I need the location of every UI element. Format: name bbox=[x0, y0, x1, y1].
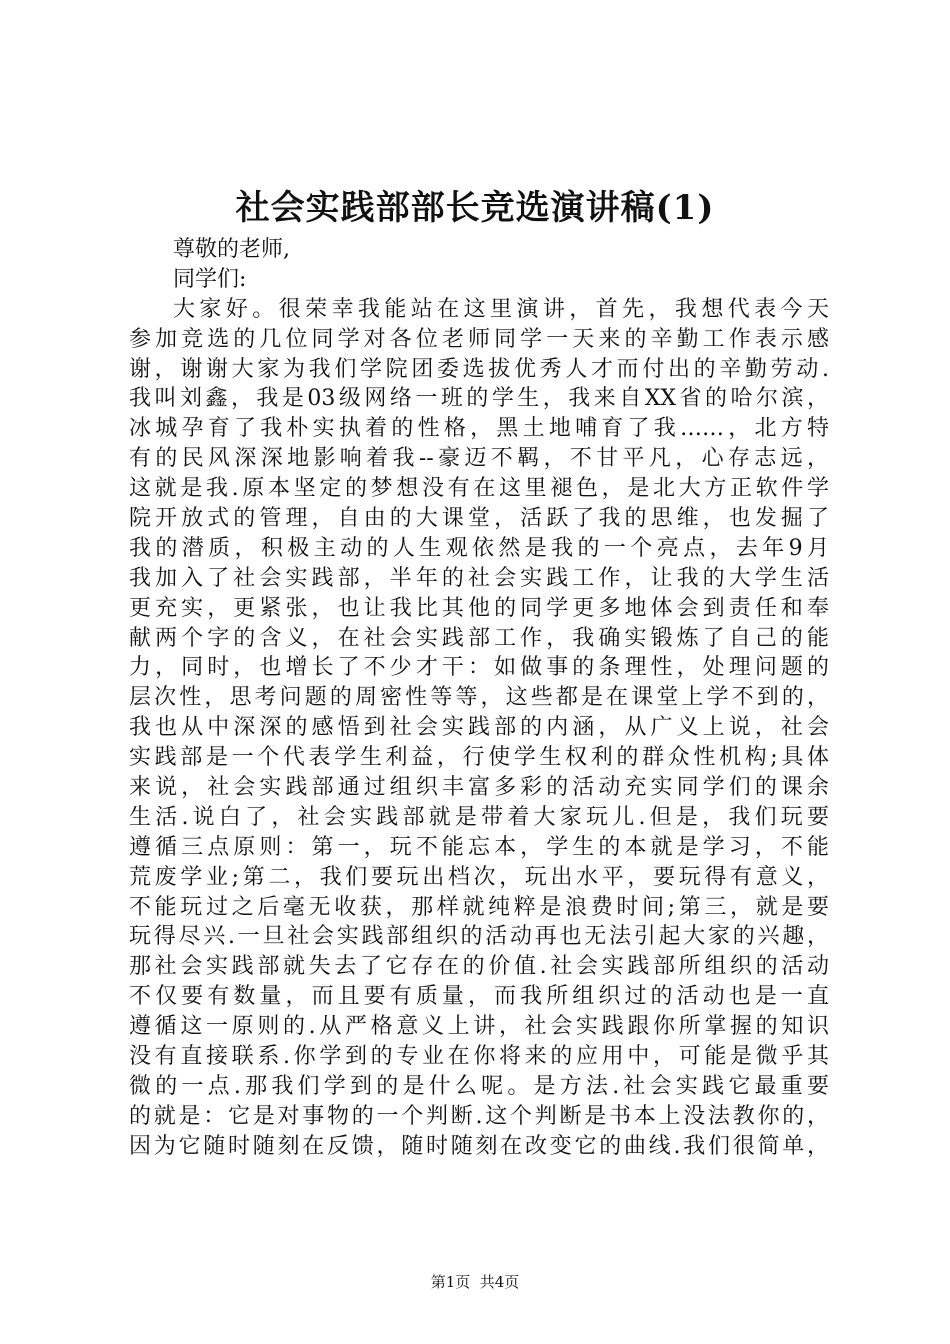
salutation-line: 同学们: bbox=[173, 266, 247, 292]
paragraph-line: 玩得尽兴.一旦社会实践部组织的活动再也无法引起大家的兴趣， bbox=[129, 924, 829, 950]
paragraph-line: 那社会实践部就失去了它存在的价值.社会实践部所组织的活动 bbox=[129, 954, 829, 980]
paragraph-line: 实践部是一个代表学生利益，行使学生权利的群众性机构;具体 bbox=[129, 745, 829, 771]
paragraph-line: 院开放式的管理，自由的大课堂，活跃了我的思维，也发掘了 bbox=[129, 506, 829, 532]
paragraph-line: 的就是：它是对事物的一个判断.这个判断是书本上没法教你的， bbox=[129, 1103, 829, 1129]
paragraph-line: 荒废学业;第二，我们要玩出档次，玩出水平，要玩得有意义， bbox=[129, 864, 829, 890]
paragraph-line: 没有直接联系.你学到的专业在你将来的应用中，可能是微乎其 bbox=[129, 1044, 829, 1070]
paragraph-line: 我叫刘鑫，我是03级网络一班的学生，我来自XX省的哈尔滨， bbox=[129, 386, 829, 412]
paragraph-line: 参加竞选的几位同学对各位老师同学一天来的辛勤工作表示感 bbox=[129, 326, 829, 352]
paragraph-line: 有的民风深深地影响着我--豪迈不羁，不甘平凡，心存志远， bbox=[129, 446, 829, 472]
paragraph-line: 谢，谢谢大家为我们学院团委选拔优秀人才而付出的辛勤劳动. bbox=[129, 356, 829, 382]
salutation-line: 尊敬的老师, bbox=[173, 237, 290, 262]
paragraph-line: 这就是我.原本坚定的梦想没有在这里褪色，是北大方正软件学 bbox=[129, 476, 829, 502]
paragraph-line: 因为它随时随刻在反馈，随时随刻在改变它的曲线.我们很简单， bbox=[129, 1133, 829, 1159]
document-body bbox=[129, 235, 829, 1162]
paragraph-line: 我也从中深深的感悟到社会实践部的内涵，从广义上说，社会 bbox=[129, 715, 829, 741]
page-number-footer: 第1页 共4页 bbox=[430, 1273, 520, 1291]
paragraph-line: 遵循三点原则：第一，玩不能忘本，学生的本就是学习，不能 bbox=[129, 834, 829, 860]
paragraph-line: 生活.说白了，社会实践部就是带着大家玩儿.但是，我们玩要 bbox=[129, 804, 829, 830]
paragraph-line: 我的潜质，积极主动的人生观依然是我的一个亮点，去年9月 bbox=[129, 535, 829, 561]
paragraph-line: 不仅要有数量，而且要有质量，而我所组织过的活动也是一直 bbox=[129, 984, 829, 1010]
paragraph-line: 冰城孕育了我朴实执着的性格，黑土地哺育了我……，北方特 bbox=[129, 416, 829, 442]
paragraph-line: 遵循这一原则的.从严格意义上讲，社会实践跟你所掌握的知识 bbox=[129, 1014, 829, 1040]
paragraph-line: 我加入了社会实践部，半年的社会实践工作，让我的大学生活 bbox=[129, 565, 829, 591]
paragraph-line: 来说，社会实践部通过组织丰富多彩的活动充实同学们的课余 bbox=[129, 775, 829, 801]
paragraph-line: 大家好。很荣幸我能站在这里演讲，首先，我想代表今天 bbox=[173, 296, 829, 322]
paragraph-line: 力，同时，也增长了不少才干：如做事的条理性，处理问题的 bbox=[129, 655, 829, 681]
paragraph-line: 更充实，更紧张，也让我比其他的同学更多地体会到责任和奉 bbox=[129, 595, 829, 621]
paragraph-line: 层次性，思考问题的周密性等等，这些都是在课堂上学不到的， bbox=[129, 685, 829, 711]
paragraph-line: 不能玩过之后毫无收获，那样就纯粹是浪费时间;第三，就是要 bbox=[129, 894, 829, 920]
paragraph-line: 微的一点.那我们学到的是什么呢。是方法.社会实践它最重要 bbox=[129, 1073, 829, 1099]
document-title: 社会实践部部长竞选演讲稿(1) bbox=[235, 188, 715, 228]
paragraph-line: 献两个字的含义，在社会实践部工作，我确实锻炼了自己的能 bbox=[129, 625, 829, 651]
